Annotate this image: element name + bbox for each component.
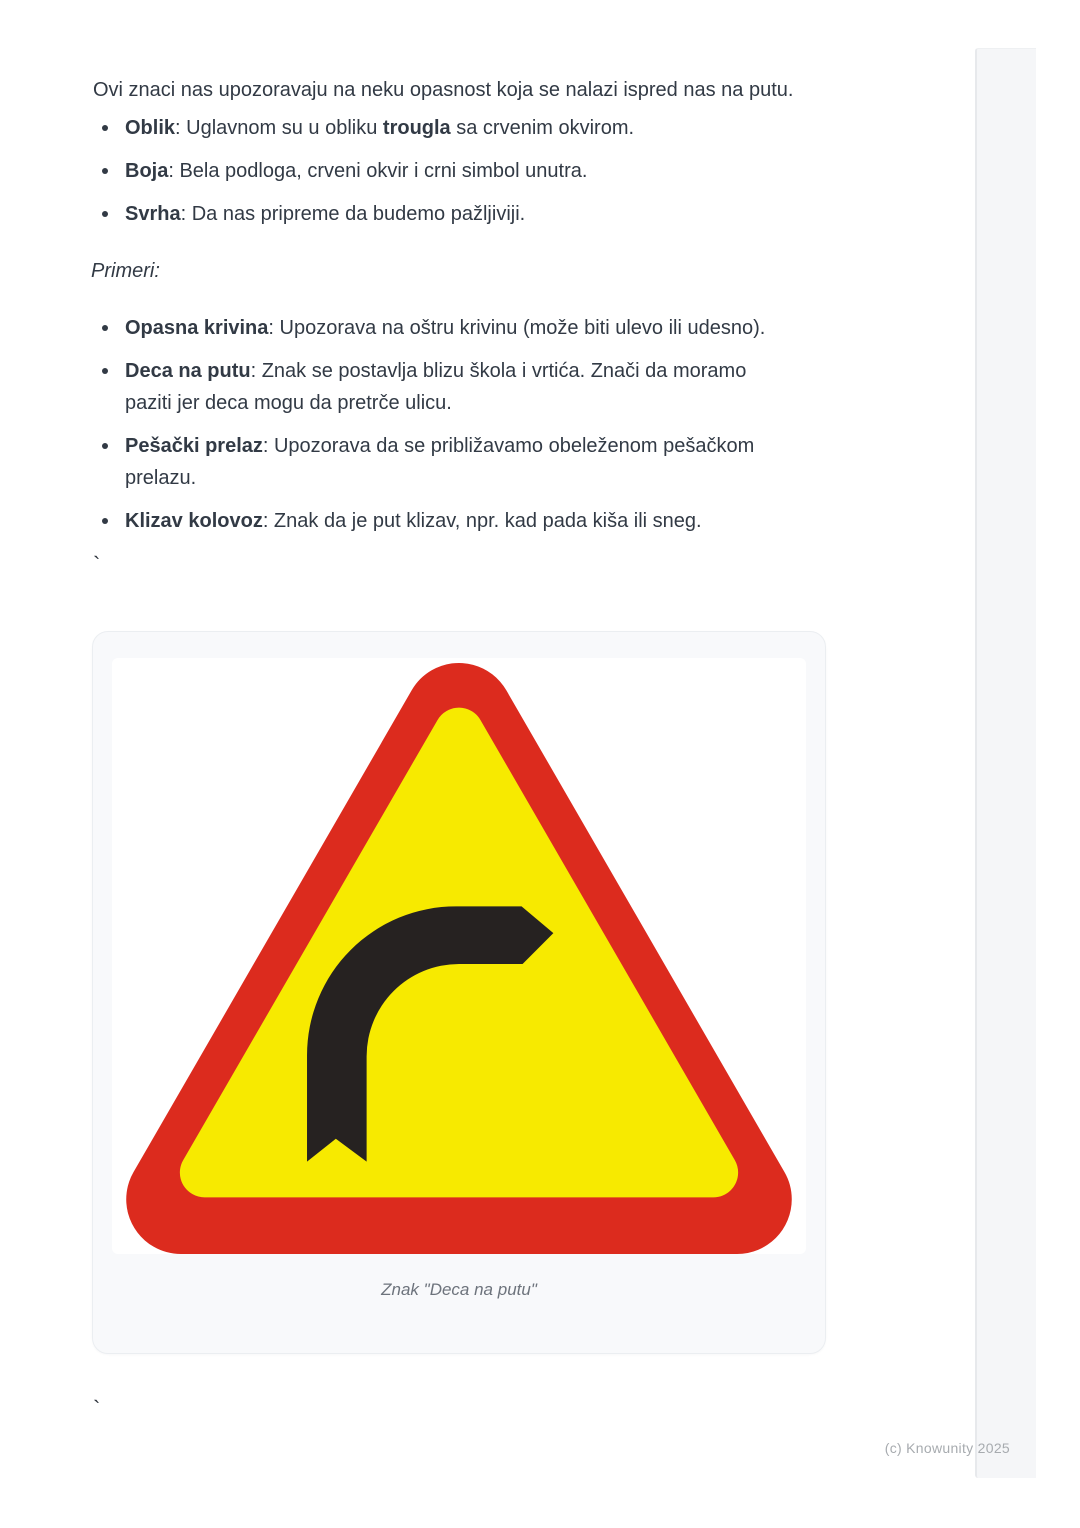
bullet-icon <box>102 443 108 449</box>
term-bold: Oblik <box>125 117 176 139</box>
examples-list <box>93 312 893 548</box>
list-item <box>93 430 893 494</box>
bullet-icon <box>102 325 108 331</box>
term-bold: trougla <box>382 117 451 139</box>
text-segment: : Znak da je put klizav, npr. kad pada kiša ili sneg. <box>262 510 702 532</box>
stray-backtick: ` <box>93 552 101 577</box>
list-item <box>93 155 893 187</box>
term-bold: Klizav kolovoz <box>125 510 263 532</box>
primeri-label: Primeri: <box>91 260 160 282</box>
text-segment: : Bela podloga, crveni okvir i crni simbol unutra. <box>168 160 588 182</box>
term-bold: Boja <box>125 160 169 182</box>
term-bold: Svrha <box>125 203 181 225</box>
list-item <box>93 312 893 344</box>
term-bold: Deca na putu <box>125 360 251 382</box>
term-bold: Opasna krivina <box>125 317 269 339</box>
list-item <box>93 198 893 230</box>
text-segment: paziti jer deca mogu da pretrče ulicu. <box>125 392 452 414</box>
figure-card <box>92 631 826 1354</box>
list-item <box>93 505 893 537</box>
copyright-notice: (c) Knowunity 2025 <box>884 1440 1010 1456</box>
next-page-edge <box>975 48 1036 1478</box>
warning-triangle-curve-right-sign <box>121 658 797 1254</box>
list-item <box>93 355 893 419</box>
bullet-icon <box>102 168 108 174</box>
bullet-icon <box>102 211 108 217</box>
sign-image <box>112 658 806 1254</box>
term-bold: Pešački prelaz <box>125 435 263 457</box>
text-segment: sa crvenim okvirom. <box>450 117 635 139</box>
bullet-icon <box>102 125 108 131</box>
text-segment: : Upozorava da se približavamo obeleženom pešačkom <box>262 435 755 457</box>
figure-caption: Znak "Deca na putu" <box>381 1280 537 1299</box>
bullet-icon <box>102 368 108 374</box>
list-item <box>93 112 893 144</box>
text-segment: : Da nas pripreme da budemo pažljiviji. <box>180 203 526 225</box>
intro-paragraph: Ovi znaci nas upozoravaju na neku opasnost koja se nalazi ispred nas na putu. <box>93 79 794 101</box>
text-segment: : Upozorava na oštru krivinu (može biti ulevo ili udesno). <box>268 317 766 339</box>
text-segment: prelazu. <box>125 467 197 489</box>
text-segment: : Znak se postavlja blizu škola i vrtića. Znači da moramo <box>250 360 747 382</box>
bullet-icon <box>102 518 108 524</box>
stray-backtick: ` <box>93 1396 101 1421</box>
text-segment: : Uglavnom su u obliku <box>175 117 383 139</box>
properties-list <box>93 112 893 241</box>
